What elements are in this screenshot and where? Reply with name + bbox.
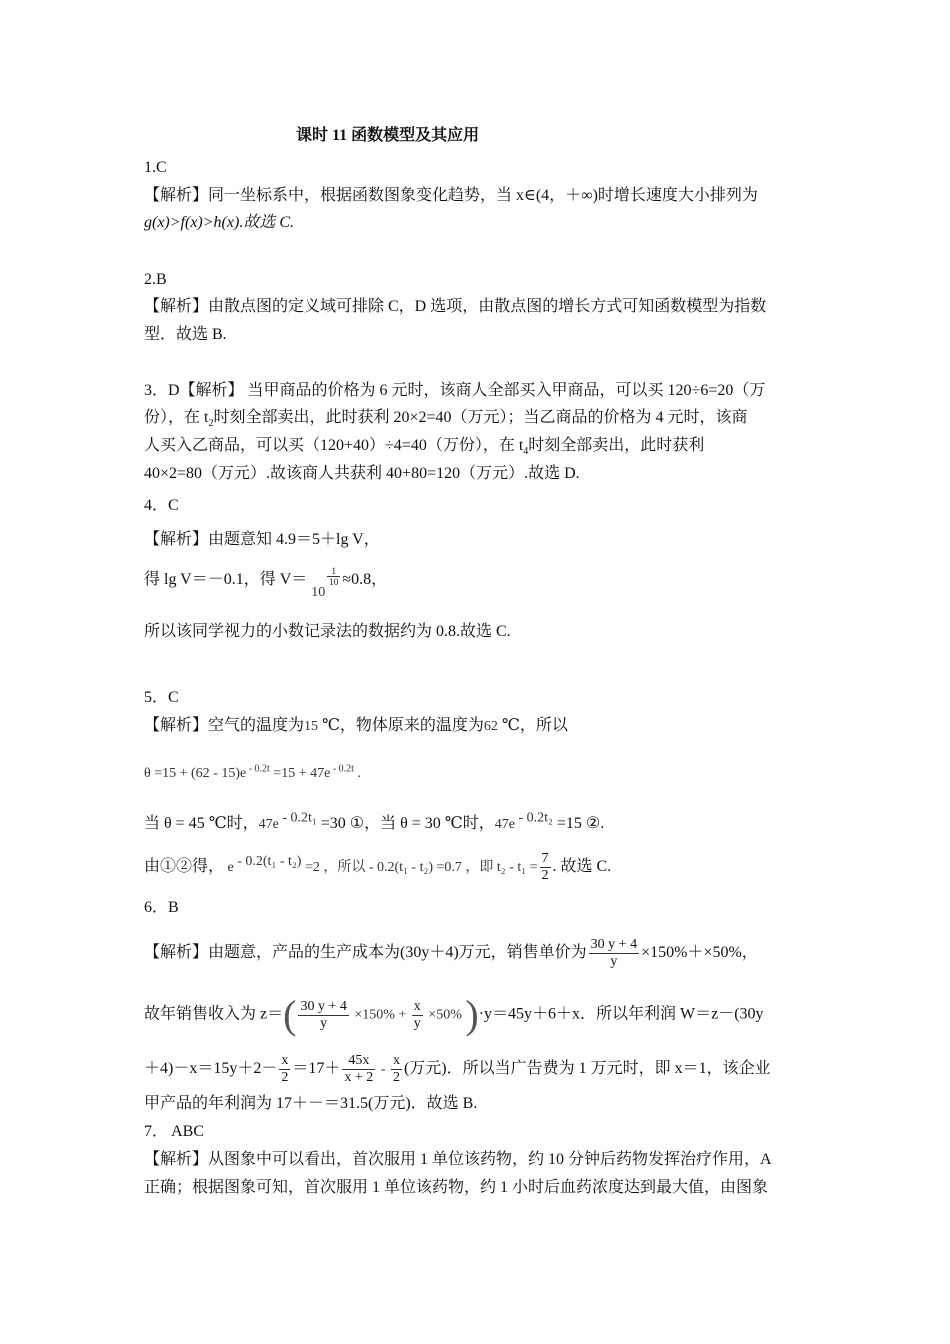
q7-analysis-line1: 【解析】从图象中可以看出，首次服用 1 单位该药物，约 10 分钟后药物发挥治疗作用，A (144, 1151, 772, 1168)
q5-analysis-line1: 【解析】空气的温度为15 ℃，物体原来的温度为62 ℃，所以 (144, 717, 568, 734)
q7-analysis-line2: 正确；根据图象可知，首次服用 1 单位该药物，约 1 小时后血药浓度达到最大值，由图象 (144, 1179, 769, 1196)
q4-analysis-line3: 所以该同学视力的小数记录法的数据约为 0.8.故选 C. (144, 623, 511, 640)
q6-analysis-line3: ＋4)－x＝15y＋2－ $\frac{x}{2}$ ＝17＋ $\frac{45x}{x + 2}$ - $\frac{x}{2}$ (万元)．所以当广告费为 1 万元时，即 x＝1，该企业 (144, 1053, 771, 1085)
q3-line2: 份），在 $t_2$时刻全部卖出，此时获利 20×2=40（万元）；当乙商品的价格为 4 元时，该商 (144, 409, 748, 430)
q3-line1: 3．D【解析】 当甲商品的价格为 6 元时，该商人全部买入甲商品，可以买 120÷6=20（万 (144, 382, 766, 399)
q6-analysis-line1: 【解析】由题意，产品的生产成本为(30y＋4)万元，销售单价为 $\frac{30 y + 4}{y}$ ×150%＋×50%， (144, 937, 758, 969)
q2-analysis-line2: 型．故选 B. (144, 326, 227, 343)
q2-analysis-line1: 【解析】由散点图的定义域可排除 C，D 选项，由散点图的增长方式可知函数模型为指数 (144, 298, 767, 315)
q1-analysis-line1: 【解析】同一坐标系中，根据函数图象变化趋势，当 x∈(4，＋∞)时增长速度大小排列为 (144, 187, 758, 204)
q4-answer: 4．C (144, 497, 179, 514)
q6-analysis-line2: 故年销售收入为 z＝( $\frac{30 y + 4}{y}$ ×150% + $\frac{x}{y}$ ×50% )·y＝45y＋6＋x．所以年利润 W＝z－(30y (144, 992, 764, 1037)
q4-analysis-line1: 【解析】由题意知 4.9＝5＋lg V， (144, 531, 380, 548)
q5-analysis-line3: 当 θ = 45 ℃时，47e $^{- 0.2t_1}$ =30 ①，当 θ = 30 ℃时，47e $^{- 0.2t_2}$ =15 ②. (144, 810, 605, 832)
q2-answer: 2.B (144, 271, 167, 288)
q6-answer: 6．B (144, 899, 179, 916)
q1-analysis-line2: g(x)>f(x)>h(x).故选 C. (144, 214, 294, 231)
q5-formula: θ =15 + (62 - 15)e $^{- 0.2t}$ =15 + 47e $^{- 0.2t}$ . (144, 763, 361, 781)
q7-answer: 7． ABC (144, 1123, 205, 1140)
q1-answer: 1.C (144, 159, 167, 176)
q6-analysis-line4: 甲产品的年利润为 17＋－＝31.5(万元)．故选 B. (144, 1095, 478, 1112)
q3-line3: 人买入乙商品，可以买（120+40）÷4=40（万份），在 $t_4$时刻全部卖出，此时获利 (144, 437, 705, 458)
page-title: 课时 11 函数模型及其应用 (296, 127, 480, 144)
q5-analysis-line4: 由①②得， e $^{- 0.2(t_1 - t_2)}$ =2 ，所以 - 0.2(t₁ - t₂) =0.7 ，即 t₂ - t₁ = $\frac{7}{2}$ . 故选 C. (144, 851, 612, 883)
q4-analysis-line2: 得 lg V＝－0.1，得 V＝ 10 $\frac{1}{10}$ ≈0.8， (144, 566, 388, 601)
q3-line4: 40×2=80（万元）.故该商人共获利 40+80=120（万元）.故选 D. (144, 465, 580, 482)
q5-answer: 5．C (144, 689, 179, 706)
